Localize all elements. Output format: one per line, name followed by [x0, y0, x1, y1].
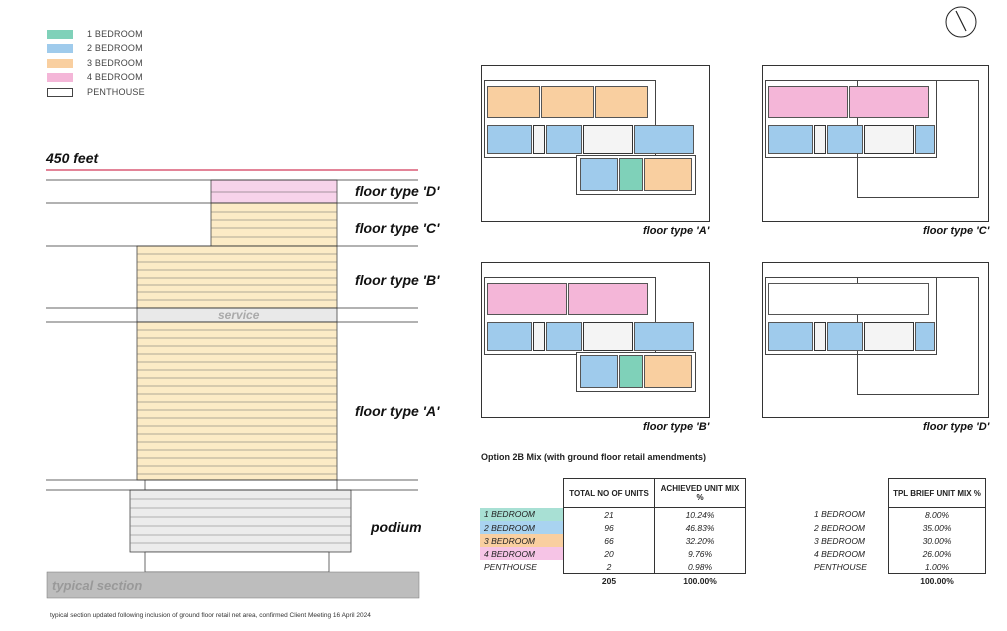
unit-4bed [768, 86, 848, 118]
unit-2bed [580, 355, 618, 388]
table-row: PENTHOUSE 2 0.98% [480, 560, 746, 574]
unit-3bed [487, 86, 540, 118]
unit-3bed [541, 86, 594, 118]
unit-3bed [644, 355, 692, 388]
unit-2bed [915, 322, 935, 351]
col-header-brief: TPL BRIEF UNIT MIX % [889, 479, 986, 508]
table-row: 2 BEDROOM 96 46.83% [480, 521, 746, 534]
plan-label-floor-a: floor type 'A' [643, 225, 710, 237]
table-row: 1 BEDROOM 21 10.24% [480, 508, 746, 522]
unit-2bed [634, 125, 694, 154]
section-label-floor-c: floor type 'C' [355, 220, 440, 236]
table-row: 1 BEDROOM 8.00% [810, 508, 986, 522]
section-label-podium: podium [371, 519, 422, 535]
unit-2bed [580, 158, 618, 191]
table-total-row: 100.00% [920, 575, 954, 586]
core [583, 125, 633, 154]
table-row: 4 BEDROOM 20 9.76% [480, 547, 746, 560]
section-label-service: service [218, 308, 260, 322]
table-row: 3 BEDROOM 66 32.20% [480, 534, 746, 547]
legend-item: 4 BEDROOM [47, 71, 143, 83]
unit-2bed [487, 125, 532, 154]
section-label-floor-a: floor type 'A' [355, 403, 440, 419]
unit-1bed [619, 158, 643, 191]
plan-label-floor-b: floor type 'B' [643, 421, 710, 433]
section-label-floor-b: floor type 'B' [355, 272, 440, 288]
core [814, 322, 826, 351]
plan-label-floor-d: floor type 'D' [923, 421, 990, 433]
unit-2bed [827, 322, 863, 351]
unit-2bed [768, 322, 813, 351]
unit-2bed [768, 125, 813, 154]
table-row: 2 BEDROOM 35.00% [810, 521, 986, 534]
unit-2bed [827, 125, 863, 154]
core [814, 125, 826, 154]
core [864, 125, 914, 154]
table-total-row: 205 100.00% [601, 575, 717, 586]
unit-2bed [915, 125, 935, 154]
footnote: typical section updated following inclusion of ground floor retail net area, confirmed Client Meeting 16 April 2024 [50, 612, 371, 619]
core [864, 322, 914, 351]
core [533, 125, 545, 154]
col-header-units: TOTAL NO OF UNITS [564, 479, 655, 508]
table-row: 3 BEDROOM 30.00% [810, 534, 986, 547]
unit-2bed [546, 125, 582, 154]
brief-mix-table [810, 478, 986, 587]
unit-2bed [487, 322, 532, 351]
unit-1bed [619, 355, 643, 388]
legend-item: 2 BEDROOM [47, 42, 143, 54]
plan-label-floor-c: floor type 'C' [923, 225, 990, 237]
unit-penthouse [768, 283, 929, 315]
core [583, 322, 633, 351]
mix-table-title: Option 2B Mix (with ground floor retail amendments) [481, 452, 707, 462]
north-arrow-icon [944, 5, 978, 39]
unit-2bed [634, 322, 694, 351]
unit-4bed [849, 86, 929, 118]
col-header-achieved: ACHIEVED UNIT MIX % [655, 479, 746, 508]
table-row: PENTHOUSE 1.00% [810, 560, 986, 574]
legend-item: 3 BEDROOM [47, 57, 143, 69]
unit-3bed [595, 86, 648, 118]
section-label-floor-d: floor type 'D' [355, 183, 440, 199]
unit-2bed [546, 322, 582, 351]
core [533, 322, 545, 351]
unit-4bed [568, 283, 648, 315]
legend-item: PENTHOUSE [47, 86, 145, 98]
section-title: typical section [52, 578, 143, 593]
unit-4bed [487, 283, 567, 315]
unit-3bed [644, 158, 692, 191]
achieved-mix-table [480, 478, 746, 587]
height-label: 450 feet [46, 150, 99, 166]
table-row: 4 BEDROOM 26.00% [810, 547, 986, 560]
legend-item: 1 BEDROOM [47, 28, 143, 40]
